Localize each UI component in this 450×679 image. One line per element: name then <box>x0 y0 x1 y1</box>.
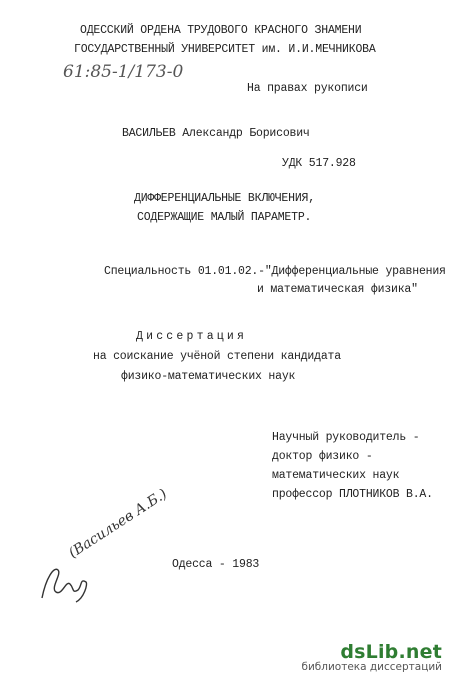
signature-note: (Васильев А.Б.) <box>66 486 171 562</box>
supervisor-line-2: доктор физико - <box>272 450 373 463</box>
signature-scribble <box>36 558 96 608</box>
dissertation-word: Диссертация <box>136 330 248 343</box>
watermark <box>301 641 442 673</box>
specialty-line-1: Специальность 01.01.02.-"Дифференциальные уравнения <box>104 265 446 278</box>
author-name: ВАСИЛЬЕВ Александр Борисович <box>122 127 310 140</box>
title-line-2: СОДЕРЖАЩИЕ МАЛЫЙ ПАРАМЕТР. <box>137 211 312 224</box>
specialty-line-2: и математическая физика" <box>257 283 418 296</box>
supervisor-line-1: Научный руководитель - <box>272 431 420 444</box>
watermark-subtitle: библиотека диссертаций <box>301 661 442 673</box>
watermark-logo-main: dsLib <box>340 641 399 663</box>
handwritten-stamp-number: 61:85-1/173-0 <box>63 62 184 82</box>
place-year: Одесса - 1983 <box>172 558 260 571</box>
rights-note: На правах рукописи <box>247 82 368 95</box>
header-line-1: ОДЕССКИЙ ОРДЕНА ТРУДОВОГО КРАСНОГО ЗНАМЕНИ <box>80 24 362 37</box>
title-line-1: ДИФФЕРЕНЦИАЛЬНЫЕ ВКЛЮЧЕНИЯ, <box>134 192 315 205</box>
dissertation-line-2: на соискание учёной степени кандидата <box>93 350 341 363</box>
supervisor-line-3: математических наук <box>272 469 400 482</box>
udk-code: УДК 517.928 <box>282 157 356 170</box>
supervisor-line-4: профессор ПЛОТНИКОВ В.А. <box>272 488 433 501</box>
dissertation-line-3: физико-математических наук <box>121 370 296 383</box>
header-line-2: ГОСУДАРСТВЕННЫЙ УНИВЕРСИТЕТ им. И.И.МЕЧНИКОВА <box>74 43 376 56</box>
watermark-logo-tld: .net <box>398 641 442 663</box>
watermark-logo <box>301 641 442 663</box>
